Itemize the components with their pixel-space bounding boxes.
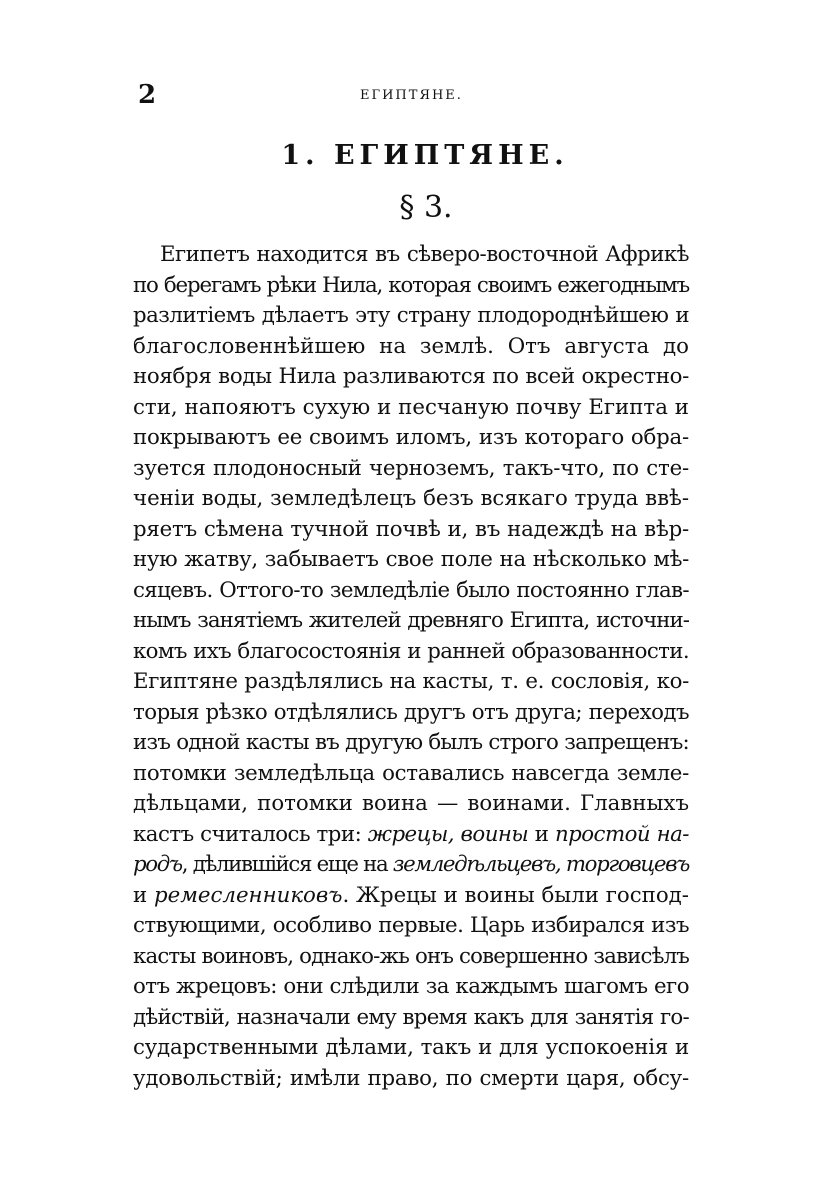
text-line: ряетъ сѣмена тучной почвѣ и, въ надеждѣ на вѣр- — [133, 516, 689, 542]
section-number: § 3. — [399, 190, 453, 225]
italic-text: ремесленниковъ — [153, 882, 343, 908]
body-text — [133, 240, 689, 1094]
text-line: ноября воды Нила разливаются по всей окрестно- — [133, 364, 689, 389]
text-line: по берегамъ рѣки Нила, которая своимъ ежегоднымъ — [133, 272, 689, 298]
text-line: сти, напояютъ сухую и песчаную почву Египта и — [133, 394, 689, 420]
text-line: удовольствій; имѣли право, по смерти царя, обсу- — [133, 1065, 689, 1091]
text-line: отъ жрецовъ: они слѣдили за каждымъ шагомъ его — [133, 974, 689, 999]
text-line: дѣльцами, потомки воина — воинами. Главныхъ — [133, 791, 689, 816]
text-line: ченіи воды, земледѣлецъ безъ всякаго труда ввѣ- — [133, 486, 690, 511]
text-line: ную жатву, забываетъ свое поле на нѣсколько мѣ- — [133, 547, 689, 572]
text-line: благословеннѣйшею на землѣ. Отъ августа до — [133, 333, 689, 359]
running-head: ЕГИПТЯНЕ. — [360, 88, 463, 103]
text-line: Египетъ находится въ сѣверо-восточной Африкѣ — [160, 242, 689, 267]
text-line: покрываютъ ее своимъ иломъ, изъ котораго обра- — [133, 425, 689, 450]
text-line: сударственными дѣлами, такъ и для успокоенія и — [133, 1035, 689, 1060]
page-number: 2 — [138, 80, 157, 110]
text-line: изъ одной касты въ другую былъ строго запрещенъ: — [133, 730, 689, 755]
text-line: и ремесленниковъ. Жрецы и воины были господ- — [133, 882, 689, 908]
text-line: дѣйствій, назначали ему время какъ для занятія го- — [133, 1004, 689, 1030]
text-line: кастъ считалось три: жрецы, воины и простой на- — [133, 821, 689, 847]
text-line: разлитіемъ дѣлаетъ эту страну плодороднѣйшею и — [133, 303, 689, 328]
text-line: Египтяне раздѣлялись на касты, т. е. сословія, ко- — [133, 669, 689, 694]
text-line: сяцевъ. Оттого-то земледѣліе было постоянно глав- — [133, 577, 689, 603]
text-line: нымъ занятіемъ жителей древняго Египта, источни- — [133, 608, 689, 633]
text-line: родъ, дѣлившійся еще на земледѣльцевъ, торговцевъ — [133, 852, 689, 877]
text-line: комъ ихъ благосостоянія и ранней образованности. — [133, 638, 689, 664]
chapter-title: 1. ЕГИПТЯНЕ. — [281, 140, 569, 171]
text-line: потомки земледѣльца оставались навсегда земле- — [133, 760, 689, 786]
text-line: зуется плодоносный черноземъ, такъ-что, по сте- — [133, 455, 689, 481]
italic-text: родъ — [133, 852, 182, 877]
italic-text: земледѣльцевъ, торговцевъ — [392, 852, 689, 877]
italic-text: простой на- — [554, 821, 689, 847]
text-line: ствующими, особливо первые. Царь избирался изъ — [133, 913, 689, 938]
italic-text: жрецы, воины — [367, 821, 529, 847]
text-line: торыя рѣзко отдѣлялись другъ отъ друга; переходъ — [133, 699, 689, 725]
text-line: касты воиновъ, однако-жь онъ совершенно зависѣлъ — [133, 943, 689, 969]
